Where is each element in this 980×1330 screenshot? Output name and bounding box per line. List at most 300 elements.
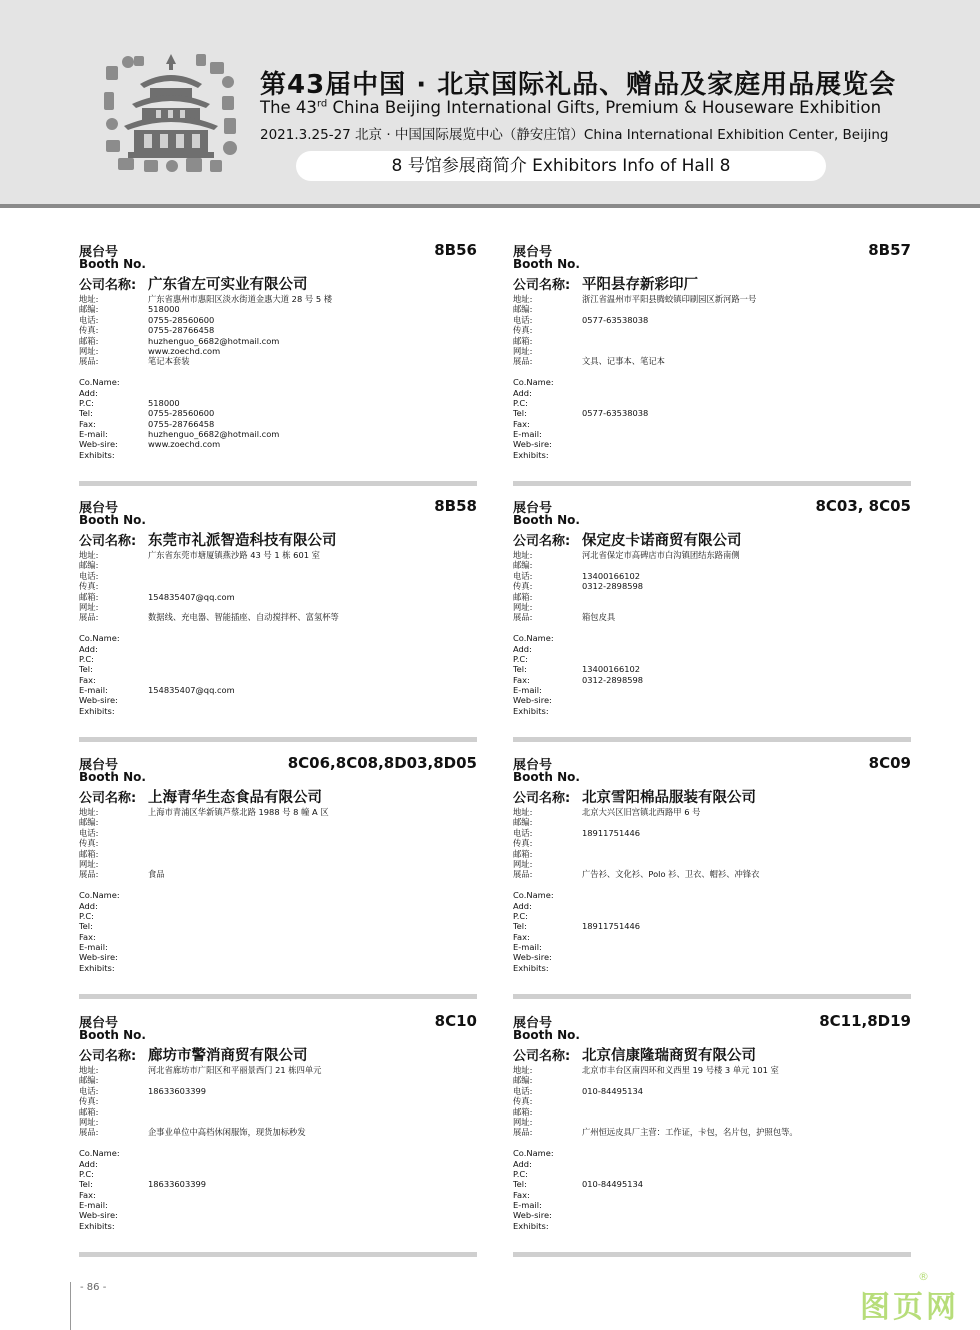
booth-label-cn: 展台号 [513, 501, 553, 516]
website-value: www.zoechd.com [148, 345, 221, 356]
website-row [79, 859, 477, 869]
add-label: Add: [513, 1158, 532, 1169]
booth-label-en: Booth No. [513, 770, 580, 784]
section-gap [79, 623, 477, 633]
company-name: 廊坊市警消商贸有限公司 [148, 1048, 308, 1064]
booth-number: 8C09 [868, 754, 911, 772]
contact-details [79, 1065, 477, 1231]
phone-label: 电话: [79, 1085, 99, 1096]
exhibits-en-label: Exhibits: [513, 705, 549, 716]
add-label: Add: [513, 387, 532, 398]
postcode-label: 邮编: [513, 1075, 533, 1086]
phone-row [79, 828, 477, 838]
pc-label: P.C: [79, 910, 94, 921]
website-label: 网址: [79, 345, 99, 356]
phone-row [513, 1086, 911, 1096]
email-label: 邮箱: [79, 591, 99, 602]
fax-en-row [79, 932, 477, 942]
website-label: 网址: [513, 858, 533, 869]
fax-label: 传真: [79, 838, 99, 849]
co-name-label: Co.Name: [79, 633, 120, 644]
company-label: 公司名称: [79, 791, 137, 806]
address-label: 地址: [79, 1065, 99, 1075]
fax-en-row [79, 419, 477, 429]
tel-row [513, 1179, 911, 1189]
add-row [513, 388, 911, 398]
email-en-value: huzhenguo_6682@hotmail.com [148, 429, 280, 440]
exhibits-row [513, 612, 911, 622]
tel-value: 010-84495134 [582, 1179, 644, 1190]
email-row [513, 592, 911, 602]
exhibits-en-label: Exhibits: [513, 1220, 549, 1231]
phone-row [79, 315, 477, 325]
fax-value: 0755-28766458 [148, 325, 215, 336]
co-name-label: Co.Name: [513, 1148, 554, 1159]
watermark-registered-mark: ® [918, 1270, 929, 1283]
company-label: 公司名称: [79, 1049, 137, 1064]
pc-row [513, 911, 911, 921]
email-en-label: E-mail: [79, 1200, 108, 1211]
website-label: 网址: [513, 345, 533, 356]
section-gap [79, 1138, 477, 1148]
pc-label: P.C: [513, 910, 528, 921]
exhibits-en-label: Exhibits: [79, 705, 115, 716]
phone-label: 电话: [513, 1085, 533, 1096]
postcode-label: 邮编: [79, 1075, 99, 1086]
address-row [79, 294, 477, 304]
contact-details [513, 1065, 911, 1231]
email-label: 邮箱: [513, 335, 533, 346]
fax-en-row [513, 419, 911, 429]
email-row [513, 336, 911, 346]
web-en-label: Web-sire: [79, 695, 118, 706]
tel-row [79, 664, 477, 674]
company-label: 公司名称: [513, 278, 571, 293]
company-label: 公司名称: [513, 1049, 571, 1064]
co-name-row [79, 633, 477, 643]
co-name-row [513, 377, 911, 387]
exhibits-en-row [79, 450, 477, 460]
phone-label: 电话: [513, 570, 533, 581]
postcode-row [513, 817, 911, 827]
fax-label: 传真: [513, 1096, 533, 1107]
fax-en-row [79, 675, 477, 685]
fax-en-value: 0312-2898598 [582, 674, 644, 685]
booth-number: 8B56 [434, 241, 477, 259]
phone-row [79, 571, 477, 581]
pc-row [79, 654, 477, 664]
exhibits-value: 文具、记事本、笔记本 [582, 356, 665, 367]
fax-label: 传真: [79, 1096, 99, 1107]
exhibitor-card [513, 497, 911, 742]
email-en-row [513, 1200, 911, 1210]
add-row [79, 1159, 477, 1169]
exhibits-en-label: Exhibits: [79, 1220, 115, 1231]
co-name-label: Co.Name: [513, 890, 554, 901]
website-row [79, 346, 477, 356]
tel-row [79, 921, 477, 931]
tel-row [513, 921, 911, 931]
fax-en-value: 0755-28766458 [148, 418, 215, 429]
phone-row [513, 828, 911, 838]
company-label: 公司名称: [513, 534, 571, 549]
exhibits-value: 食品 [148, 869, 165, 880]
fax-row [513, 1096, 911, 1106]
fax-row [513, 581, 911, 591]
co-name-row [513, 1148, 911, 1158]
co-name-label: Co.Name: [79, 890, 120, 901]
pc-label: P.C: [513, 397, 528, 408]
address-value: 北京大兴区旧宫镇北西路甲 6 号 [582, 807, 701, 817]
booth-number: 8C06,8C08,8D03,8D05 [287, 754, 477, 772]
postcode-row [513, 304, 911, 314]
add-row [513, 901, 911, 911]
email-en-label: E-mail: [79, 429, 108, 440]
phone-label: 电话: [79, 570, 99, 581]
email-label: 邮箱: [513, 848, 533, 859]
add-label: Add: [513, 643, 532, 654]
add-label: Add: [79, 1158, 98, 1169]
contact-details [513, 294, 911, 460]
address-value: 河北省廊坊市广阳区和平丽景西门 21 栋四单元 [148, 1065, 322, 1075]
postcode-label: 邮编: [79, 304, 99, 315]
phone-label: 电话: [513, 314, 533, 325]
exhibitor-card [513, 754, 911, 999]
web-en-label: Web-sire: [79, 952, 118, 963]
fax-label: 传真: [513, 838, 533, 849]
email-label: 邮箱: [513, 591, 533, 602]
tel-label: Tel: [513, 408, 527, 419]
pc-label: P.C: [513, 653, 528, 664]
web-en-row [79, 439, 477, 449]
website-label: 网址: [513, 601, 533, 612]
postcode-row [513, 1075, 911, 1085]
address-value: 广东省东莞市塘厦镇燕沙路 43 号 1 栋 601 室 [148, 550, 320, 560]
email-en-row [79, 942, 477, 952]
company-name: 北京雪阳棉品服装有限公司 [582, 790, 756, 806]
address-label: 地址: [513, 1065, 533, 1075]
company-label: 公司名称: [79, 278, 137, 293]
email-en-row [513, 429, 911, 439]
fax-en-label: Fax: [513, 931, 530, 942]
exhibits-en-label: Exhibits: [79, 962, 115, 973]
email-en-label: E-mail: [79, 685, 108, 696]
exhibitor-card [513, 241, 911, 486]
address-value: 上海市青浦区华新镇芦蔡北路 1988 号 8 幢 A 区 [148, 807, 329, 817]
web-en-label: Web-sire: [513, 952, 552, 963]
email-en-label: E-mail: [513, 429, 542, 440]
exhibits-en-row [79, 1221, 477, 1231]
website-label: 网址: [79, 601, 99, 612]
address-value: 广东省惠州市惠阳区淡水街道金惠大道 28 号 5 楼 [148, 294, 333, 304]
email-row [79, 849, 477, 859]
booth-label-en: Booth No. [513, 1028, 580, 1042]
booth-label-cn: 展台号 [79, 245, 119, 260]
pc-row [513, 654, 911, 664]
co-name-row [513, 633, 911, 643]
address-value: 北京市丰台区南四环和义西里 19 号楼 3 单元 101 室 [582, 1065, 779, 1075]
pc-value: 518000 [148, 397, 180, 408]
fax-row [513, 325, 911, 335]
tel-row [513, 664, 911, 674]
address-label: 地址: [513, 550, 533, 560]
exhibits-label: 展品: [79, 869, 99, 880]
address-value: 河北省保定市高碑店市白沟镇团结东路南侧 [582, 550, 740, 560]
email-label: 邮箱: [79, 335, 99, 346]
postcode-label: 邮编: [513, 560, 533, 571]
tel-value: 0577-63538038 [582, 408, 649, 419]
email-en-row [79, 1200, 477, 1210]
web-en-row [513, 1210, 911, 1220]
booth-label-en: Booth No. [79, 770, 146, 784]
email-value: 154835407@qq.com [148, 591, 235, 602]
email-en-row [513, 942, 911, 952]
web-en-label: Web-sire: [79, 439, 118, 450]
exhibits-value: 企事业单位中高档休闲服饰，现货加标秒发 [148, 1127, 306, 1138]
address-row [79, 550, 477, 560]
phone-row [79, 1086, 477, 1096]
add-row [79, 388, 477, 398]
exhibits-row [79, 356, 477, 366]
tel-label: Tel: [79, 1179, 93, 1190]
email-en-row [513, 685, 911, 695]
website-label: 网址: [513, 1116, 533, 1127]
section-gap [513, 367, 911, 377]
website-row [513, 602, 911, 612]
add-row [513, 1159, 911, 1169]
email-row [513, 849, 911, 859]
email-label: 邮箱: [513, 1106, 533, 1117]
phone-value: 18633603399 [148, 1085, 207, 1096]
tel-value: 13400166102 [582, 664, 641, 675]
contact-details [513, 807, 911, 973]
tel-label: Tel: [79, 664, 93, 675]
fax-en-label: Fax: [79, 418, 96, 429]
web-en-label: Web-sire: [513, 695, 552, 706]
exhibits-row [79, 612, 477, 622]
email-row [79, 336, 477, 346]
exhibits-row [513, 356, 911, 366]
exhibits-en-label: Exhibits: [79, 449, 115, 460]
postcode-row [513, 560, 911, 570]
fax-row [79, 325, 477, 335]
hall-title-bar: 8 号馆参展商简介 Exhibitors Info of Hall 8 [296, 151, 826, 181]
pc-row [79, 1169, 477, 1179]
address-row [513, 1065, 911, 1075]
website-row [79, 602, 477, 612]
add-row [79, 901, 477, 911]
co-name-label: Co.Name: [79, 1148, 120, 1159]
web-en-row [79, 952, 477, 962]
website-row [79, 1117, 477, 1127]
booth-label-en: Booth No. [513, 513, 580, 527]
postcode-value: 518000 [148, 304, 180, 315]
add-row [79, 644, 477, 654]
company-name: 保定皮卡诺商贸有限公司 [582, 533, 742, 549]
tel-value: 18911751446 [582, 921, 641, 932]
phone-value: 0577-63538038 [582, 314, 649, 325]
email-label: 邮箱: [79, 1106, 99, 1117]
exhibits-en-row [79, 706, 477, 716]
exhibition-title-cn: 第43届中国 · 北京国际礼品、赠品及家庭用品展览会 [260, 70, 897, 100]
web-en-label: Web-sire: [79, 1210, 118, 1221]
website-label: 网址: [79, 1116, 99, 1127]
fax-label: 传真: [513, 581, 533, 592]
postcode-label: 邮编: [513, 817, 533, 828]
phone-row [513, 315, 911, 325]
exhibits-label: 展品: [79, 612, 99, 623]
section-gap [79, 880, 477, 890]
email-en-label: E-mail: [513, 685, 542, 696]
company-name: 广东省左可实业有限公司 [148, 277, 308, 293]
co-name-label: Co.Name: [513, 633, 554, 644]
booth-label-cn: 展台号 [513, 758, 553, 773]
address-row [513, 550, 911, 560]
web-en-value: www.zoechd.com [148, 439, 221, 450]
web-en-row [513, 695, 911, 705]
add-label: Add: [79, 900, 98, 911]
web-en-row [79, 1210, 477, 1220]
phone-value: 0755-28560600 [148, 314, 215, 325]
tel-label: Tel: [513, 664, 527, 675]
pc-label: P.C: [79, 1168, 94, 1179]
add-label: Add: [513, 900, 532, 911]
email-en-label: E-mail: [513, 1200, 542, 1211]
pc-row [513, 1169, 911, 1179]
booth-label-cn: 展台号 [513, 1016, 553, 1031]
web-en-row [79, 695, 477, 705]
booth-number: 8C03, 8C05 [815, 497, 911, 515]
tel-label: Tel: [513, 921, 527, 932]
fax-en-row [79, 1190, 477, 1200]
address-label: 地址: [79, 294, 99, 304]
fax-en-label: Fax: [79, 1189, 96, 1200]
contact-details [79, 294, 477, 460]
exhibitor-card [79, 497, 477, 742]
website-label: 网址: [79, 858, 99, 869]
pc-row [79, 398, 477, 408]
exhibits-en-row [79, 963, 477, 973]
address-value: 浙江省温州市平阳县腾蛟镇印刷园区新河路一号 [582, 294, 757, 304]
exhibitor-card [79, 754, 477, 999]
temple-of-heaven-gifts-collage-icon [100, 52, 242, 176]
fax-row [79, 581, 477, 591]
add-label: Add: [79, 387, 98, 398]
company-name: 平阳县存新彩印厂 [582, 277, 698, 293]
email-en-label: E-mail: [513, 942, 542, 953]
pc-label: P.C: [513, 1168, 528, 1179]
company-name: 东莞市礼派智造科技有限公司 [148, 533, 337, 549]
exhibits-label: 展品: [513, 1127, 533, 1138]
booth-label-en: Booth No. [79, 1028, 146, 1042]
exhibitor-card [79, 1012, 477, 1257]
fax-en-row [513, 932, 911, 942]
postcode-row [79, 304, 477, 314]
exhibition-title-en [260, 98, 881, 117]
email-en-value: 154835407@qq.com [148, 685, 235, 696]
contact-details [79, 807, 477, 973]
tel-row [79, 408, 477, 418]
co-name-row [79, 890, 477, 900]
fax-row [79, 838, 477, 848]
exhibits-en-label: Exhibits: [513, 962, 549, 973]
exhibits-en-label: Exhibits: [513, 449, 549, 460]
tel-row [513, 408, 911, 418]
web-en-row [513, 439, 911, 449]
title-en-ordinal: rd [316, 98, 328, 110]
exhibits-en-row [513, 963, 911, 973]
email-value: huzhenguo_6682@hotmail.com [148, 335, 280, 346]
email-row [79, 592, 477, 602]
tel-label: Tel: [79, 921, 93, 932]
co-name-label: Co.Name: [513, 377, 554, 388]
web-en-label: Web-sire: [513, 1210, 552, 1221]
company-name: 北京信康隆瑞商贸有限公司 [582, 1048, 756, 1064]
fax-en-label: Fax: [79, 931, 96, 942]
website-row [513, 346, 911, 356]
exhibits-value: 广州恒远皮具厂主营：工作证，卡包，名片包，护照包等。 [582, 1127, 798, 1138]
footer-divider [70, 1282, 71, 1330]
fax-en-row [513, 675, 911, 685]
tel-label: Tel: [79, 408, 93, 419]
address-label: 地址: [513, 294, 533, 304]
fax-label: 传真: [79, 325, 99, 336]
booth-label-en: Booth No. [513, 257, 580, 271]
title-en-prefix: The 43 [260, 98, 317, 117]
company-name: 上海青华生态食品有限公司 [148, 790, 322, 806]
exhibits-en-row [513, 450, 911, 460]
postcode-row [79, 1075, 477, 1085]
fax-value: 0312-2898598 [582, 581, 644, 592]
address-row [513, 807, 911, 817]
website-row [513, 1117, 911, 1127]
exhibits-row [513, 869, 911, 879]
company-label: 公司名称: [79, 534, 137, 549]
contact-details [513, 550, 911, 716]
postcode-row [79, 560, 477, 570]
booth-number: 8C11,8D19 [819, 1012, 911, 1030]
section-gap [513, 623, 911, 633]
exhibits-en-row [513, 706, 911, 716]
booth-label-cn: 展台号 [79, 758, 119, 773]
booth-label-cn: 展台号 [79, 1016, 119, 1031]
pc-row [79, 911, 477, 921]
exhibits-label: 展品: [513, 612, 533, 623]
tel-label: Tel: [513, 1179, 527, 1190]
postcode-row [79, 817, 477, 827]
co-name-row [79, 1148, 477, 1158]
exhibits-value: 数据线、充电器、智能插座、自动搅拌杯、富氢杯等 [148, 612, 339, 623]
exhibits-row [79, 1127, 477, 1137]
email-row [79, 1107, 477, 1117]
pc-label: P.C: [79, 397, 94, 408]
address-label: 地址: [79, 550, 99, 560]
booth-number: 8C10 [434, 1012, 477, 1030]
tel-value: 0755-28560600 [148, 408, 215, 419]
address-row [79, 807, 477, 817]
fax-label: 传真: [79, 581, 99, 592]
email-en-row [79, 685, 477, 695]
email-label: 邮箱: [79, 848, 99, 859]
section-gap [513, 1138, 911, 1148]
pc-row [513, 398, 911, 408]
watermark-logo: 图页网 [860, 1290, 959, 1325]
pc-label: P.C: [79, 653, 94, 664]
exhibits-label: 展品: [79, 356, 99, 367]
postcode-label: 邮编: [513, 304, 533, 315]
booth-label-en: Booth No. [79, 513, 146, 527]
web-en-row [513, 952, 911, 962]
